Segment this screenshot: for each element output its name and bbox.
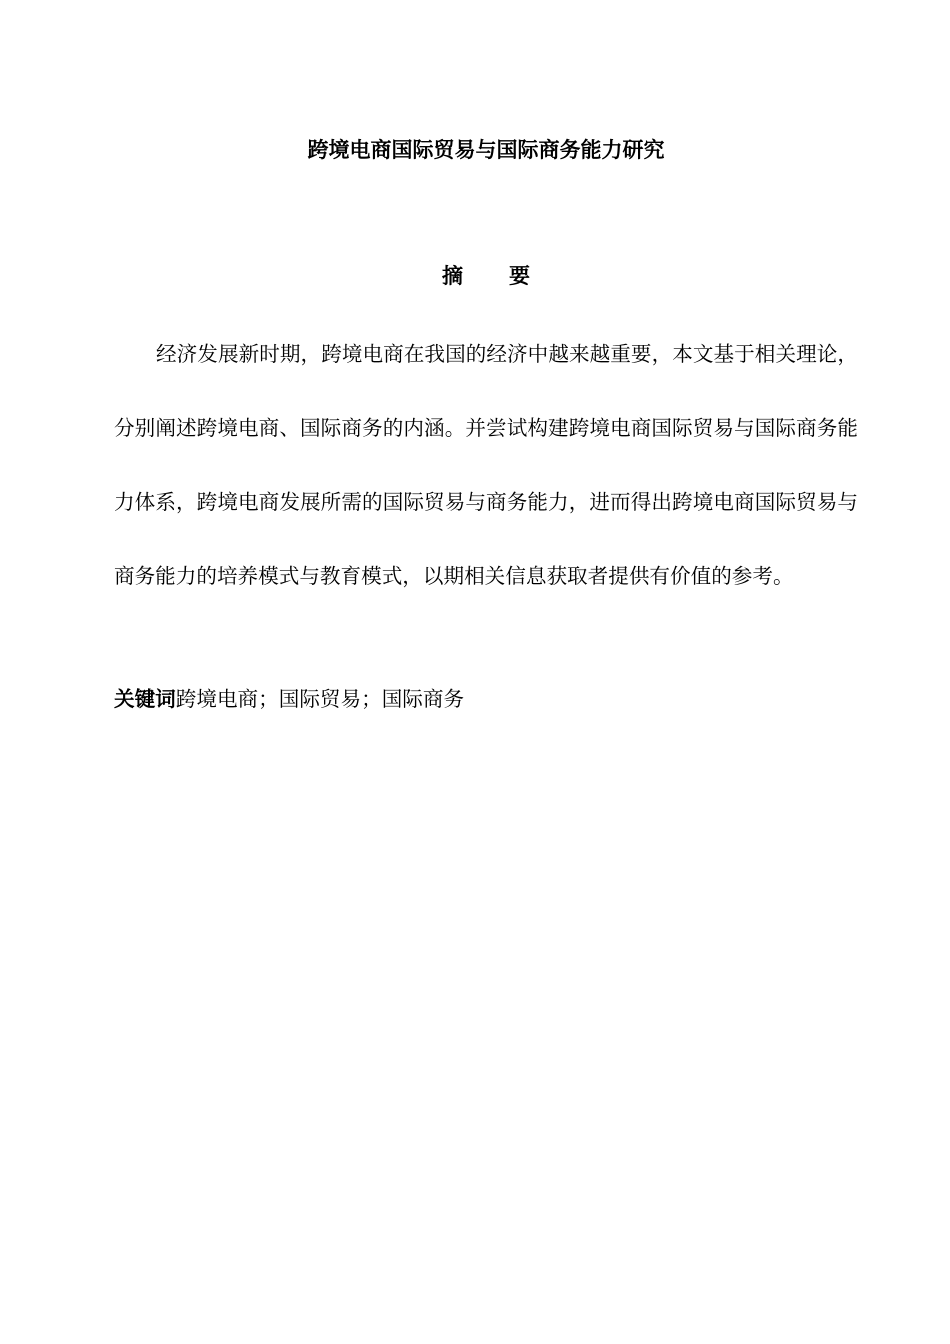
abstract-heading-char-2: 要 (509, 264, 530, 288)
keywords-label: 关键词 (114, 687, 176, 711)
abstract-paragraph: 经济发展新时期，跨境电商在我国的经济中越来越重要，本文基于相关理论，分别阐述跨境电商、国际商务的内涵。并尝试构建跨境电商国际贸易与国际商务能力体系，跨境电商发展所需的国际贸易与商务能力，进而得出跨境电商国际贸易与商务能力的培养模式与教育模式，以期相关信息获取者提供有价值的参考。 (114, 342, 858, 588)
abstract-heading (0, 260, 950, 292)
keywords-values: 跨境电商；国际贸易；国际商务 (175, 687, 465, 711)
abstract-heading-char-1: 摘 (442, 264, 463, 288)
document-title: 跨境电商国际贸易与国际商务能力研究 (307, 138, 665, 162)
keywords-line (114, 682, 858, 717)
